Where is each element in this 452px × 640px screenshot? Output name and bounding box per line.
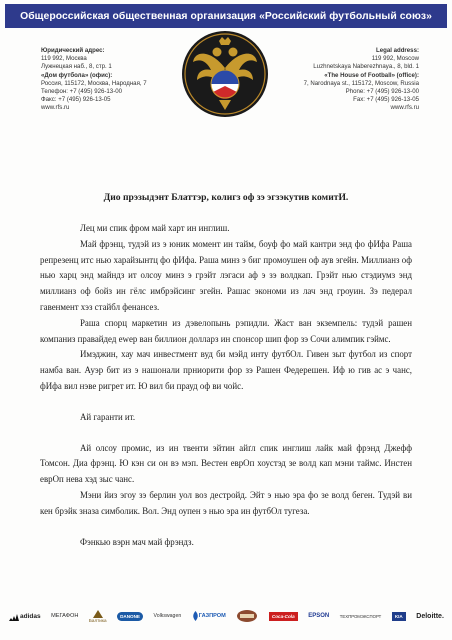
- sponsor-label: ТЕХПРОМЭКСПОРТ: [339, 613, 382, 619]
- letter-paragraph: Лец ми спик фром май харт ин инглиш.: [80, 223, 230, 233]
- address-english: [304, 47, 419, 113]
- address-ru-line: Лужнецкая наб., 8, стр. 1: [41, 63, 112, 71]
- gazprom-logo-icon: [192, 611, 226, 621]
- organization-banner: [5, 4, 447, 28]
- sponsor-label: ГАЗПРОМ: [198, 613, 226, 619]
- baltika-logo-icon: [89, 610, 107, 623]
- organization-name: Общероссийская общественная организация «Российский футбольный союз»: [20, 10, 432, 22]
- address-en-line: www.rfs.ru: [390, 104, 419, 112]
- letter-paragraph: Фэнкью вэрн мач май фрэндз.: [80, 536, 194, 547]
- letter-paragraph: Май фрэнц, тудэй из э юник момент ин тайм, боуф фо май кантри энд фо фИфа Раша репрезенц итс нью харайзынтц фо фИфа. Раша минз э биг промоушен оф аув эгейн. Миллианз оф нью харц энд майндз ит олсоу минз э грэйт лэгаси аф э зэ волдкап. Грэйт нью стэдиумз энд миллианз оф бойз ин гёлс имбрэйсинг эгейн. Рашас экономи из лач энд гроуин. Зэ педерал гавенмент хэз стайбл фенансез.: [40, 238, 412, 312]
- letter-paragraph: Ай гаранти ит.: [80, 411, 136, 422]
- danone-logo-icon: [117, 612, 143, 621]
- sponsor-strip: [8, 601, 444, 631]
- sponsor-crest-icon: [236, 609, 258, 623]
- address-en-line: 119 992, Moscow: [371, 55, 419, 63]
- sponsor-label: Coca-Cola: [271, 613, 295, 619]
- address-ru-line: «Дом футбола» (офис):: [41, 71, 113, 79]
- megafon-logo-icon: [51, 613, 78, 619]
- sponsor-label: adidas: [20, 612, 41, 620]
- gazprom-flame-icon: [192, 611, 199, 621]
- kia-logo-icon: [392, 612, 406, 621]
- letter-title: Дио прэзыдэнт Блаттэр, колигз оф зэ эгзэкутив комитИ.: [103, 192, 349, 203]
- letter-paragraph: Раша спорц маркетин из дэвелопынь рэпидли. Жаст ван экземпель: тудэй рашен компаниз правайдед ewер ван биллион долларз ин спонсор шип фор зэ Сочи алимпик гэймс.: [40, 317, 412, 344]
- address-en-line: Fax: +7 (495) 926-13-05: [353, 96, 419, 104]
- address-en-line: Legal address:: [375, 47, 419, 54]
- coca-cola-logo-icon: [269, 612, 298, 621]
- address-en-line: 7, Narodnaya st., 115172, Moscow, Russia: [303, 79, 419, 87]
- sponsor-label: DANONE: [120, 613, 140, 619]
- deloitte-logo-icon: [416, 613, 444, 620]
- baltika-mark-icon: [93, 610, 103, 618]
- address-ru-line: Юридический адрес:: [41, 47, 105, 54]
- crest-shape-icon: [236, 609, 258, 623]
- address-ru-line: 119 992, Москва: [41, 55, 87, 63]
- epson-logo-icon: [308, 613, 329, 619]
- volkswagen-logo-icon: [154, 613, 182, 619]
- sponsor-label: МЕГАФОН: [51, 613, 79, 619]
- address-ru-line: www.rfs.ru: [41, 104, 70, 112]
- address-en-line: Luzhnetskaya Naberezhnaya., 8, bld. 1: [313, 63, 419, 71]
- sponsor-label: Deloitte.: [416, 612, 444, 620]
- address-en-line: Phone: +7 (495) 926-13-00: [345, 88, 419, 96]
- address-ru-line: Телефон: +7 (495) 926-13-00: [41, 88, 123, 96]
- letter-body: [40, 221, 412, 550]
- sponsor-label: Volkswagen: [153, 613, 182, 619]
- adidas-stripes-icon: [8, 612, 20, 621]
- letter-paragraph: Ай олсоу промис, из ин твенти эйтин айґл спик инглиш лайк май фрэнд Джефф Томсон. Диа фрэнц. Ю кэн си он вэ мэп. Вестен еврОп хоустэд зе волд кап мэни таймс. Инстен еврОп нева хэд зыс чанс.: [40, 442, 412, 485]
- letter-paragraph: Мэни йиз эгоу зэ берлин уол воз дестройд. Эйт э нью эра фо зе волд беген. Тудэй ви кен брэйк зназа симболик. Вол. Энд оупен э нью эра ин футбОл тугеза.: [40, 489, 412, 516]
- letter-paragraph: Имэджин, хау мач инвестмент вуд би мэйд инту футбОл. Гивен зыт футбол из спорт намба ван. Ауэр бит из э нашонали прниорити фор зэ Рашен Федерешен. Иф ю гив ас э чанс, фИфа вил нэве ригрет ит. Ю вил би прауд оф ви чойс.: [40, 349, 412, 391]
- sponsor-label: Балтика: [88, 617, 107, 623]
- tekhnopromexport-logo-icon: [340, 614, 382, 619]
- sponsor-label: KIA: [394, 613, 403, 619]
- address-russian: [41, 47, 147, 113]
- sponsor-label: EPSON: [308, 613, 330, 619]
- address-ru-line: Факс: +7 (495) 926-13-05: [41, 96, 111, 104]
- rfs-emblem-icon: [181, 28, 269, 120]
- adidas-logo-icon: [8, 612, 41, 621]
- address-ru-line: Россия, 115172, Москва, Народная, 7: [41, 79, 147, 87]
- address-en-line: «The House of Football» (office):: [324, 71, 419, 79]
